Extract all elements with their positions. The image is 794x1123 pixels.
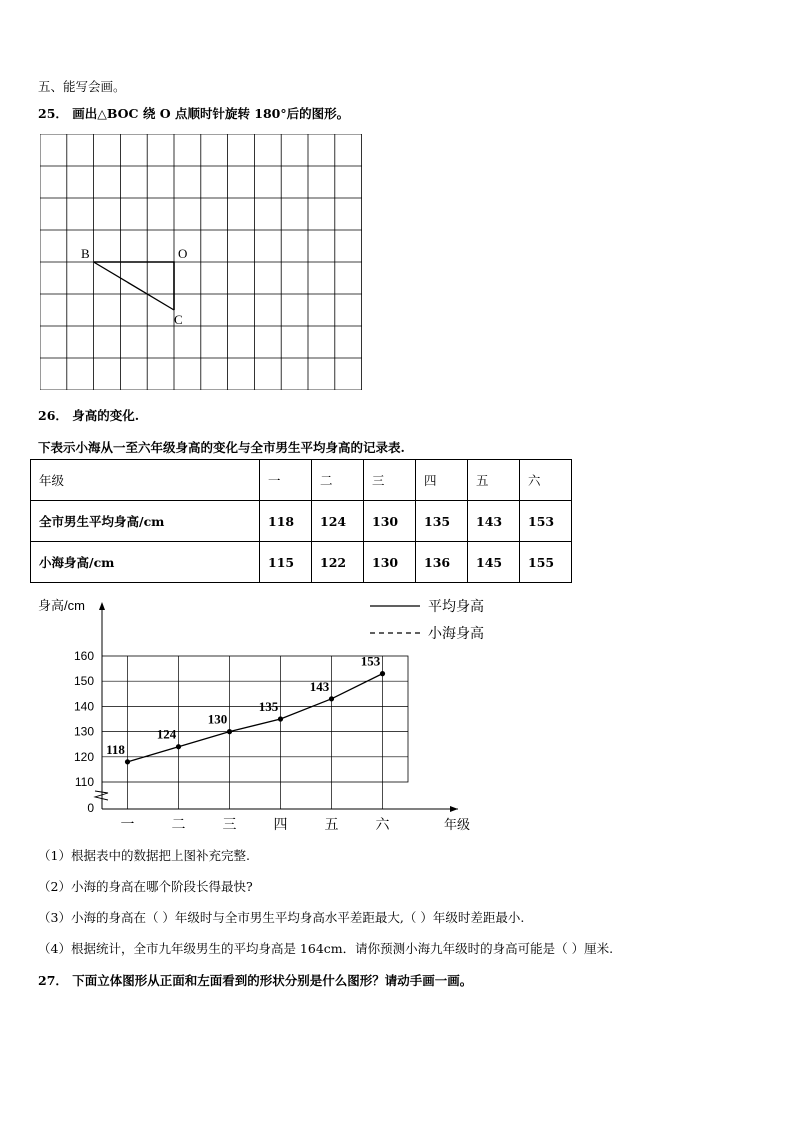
y-tick-label: 0 [87, 801, 94, 815]
x-axis-title: 年级 [444, 817, 471, 832]
data-point [125, 759, 130, 764]
data-point [380, 671, 385, 676]
x-tick-label: 四 [273, 816, 288, 832]
height-table [30, 459, 572, 583]
y-axis-title: 身高/cm [38, 598, 85, 613]
data-point [227, 729, 232, 734]
data-label: 135 [258, 699, 279, 714]
rotation-grid [40, 134, 362, 390]
chart-legend [370, 598, 484, 641]
question-26-1: （1）根据表中的数据把上图补充完整. [38, 848, 250, 863]
data-label: 143 [309, 678, 330, 694]
table-cell: 130 [364, 542, 416, 583]
x-tick-label: 二 [171, 816, 186, 832]
table-header-cell: 二 [312, 460, 364, 501]
table-cell: 136 [416, 542, 468, 583]
question-26-4: （4）根据统计，全市九年级男生的平均身高是 164cm．请你预测小海九年级时的身高可能是（ ）厘米. [38, 941, 614, 956]
table-header-cell: 一 [260, 460, 312, 501]
triangle-side-bc [94, 262, 174, 310]
question-27: 27． 下面立体图形从正面和左面看到的形状分别是什么图形？请动手画一画。 [38, 973, 473, 988]
data-label: 124 [156, 726, 177, 742]
chart-labels [38, 598, 470, 832]
table-header-row [31, 460, 572, 501]
legend-label: 小海身高 [428, 625, 484, 641]
data-point [176, 744, 181, 749]
table-cell: 135 [416, 501, 468, 542]
x-tick-label: 六 [375, 816, 390, 832]
table-header-cell: 三 [364, 460, 416, 501]
y-axis-arrow [99, 602, 105, 610]
x-tick-label: 一 [120, 816, 135, 832]
legend-label: 平均身高 [428, 598, 484, 614]
question-26-2: （2）小海的身高在哪个阶段长得最快? [38, 879, 253, 894]
height-line-chart [30, 592, 510, 838]
table-cell: 143 [468, 501, 520, 542]
table-row [31, 501, 572, 542]
y-tick-label: 130 [73, 724, 94, 739]
data-label: 153 [360, 653, 381, 669]
table-row-label: 全市男生平均身高/cm [31, 501, 260, 542]
x-tick-label: 五 [324, 816, 339, 832]
grid-lines [40, 134, 362, 390]
table-cell: 155 [520, 542, 572, 583]
table-cell: 115 [260, 542, 312, 583]
data-point [278, 716, 283, 721]
y-tick-label: 150 [73, 674, 94, 689]
question-26-title: 26． 身高的变化. [38, 408, 140, 423]
table-cell: 118 [260, 501, 312, 542]
x-tick-label: 三 [222, 816, 237, 832]
table-cell: 153 [520, 501, 572, 542]
table-cell: 145 [468, 542, 520, 583]
chart-grid [102, 653, 408, 809]
label-b: B [81, 246, 90, 261]
label-c: C [174, 312, 183, 327]
table-header-cell: 五 [468, 460, 520, 501]
y-tick-label: 160 [73, 649, 94, 663]
data-label: 130 [207, 711, 228, 727]
section-title: 五、能写会画。 [38, 79, 126, 94]
table-header-cell: 六 [520, 460, 572, 501]
table-header-cell: 年级 [31, 460, 260, 501]
label-o: O [178, 246, 188, 261]
table-cell: 130 [364, 501, 416, 542]
y-tick-label: 120 [73, 749, 94, 764]
data-label: 118 [106, 741, 125, 757]
table-cell: 124 [312, 501, 364, 542]
chart-series [125, 671, 385, 764]
chart-plot-frame [102, 653, 408, 782]
question-25: 25． 画出△BOC 绕 O 点顺时针旋转 180°后的图形。 [38, 106, 350, 121]
question-26-3: （3）小海的身高在（ ）年级时与全市男生平均身高水平差距最大,（ ）年级时差距最小. [38, 910, 525, 925]
series-line [128, 674, 383, 762]
y-tick-label: 110 [74, 775, 94, 789]
table-header-cell: 四 [416, 460, 468, 501]
question-26-intro: 下表示小海从一至六年级身高的变化与全市男生平均身高的记录表. [38, 440, 405, 455]
y-tick-label: 140 [73, 699, 94, 714]
table-row [31, 542, 572, 583]
table-row-label: 小海身高/cm [31, 542, 260, 583]
x-axis-arrow [450, 806, 458, 812]
data-point [329, 696, 334, 701]
table-cell: 122 [312, 542, 364, 583]
